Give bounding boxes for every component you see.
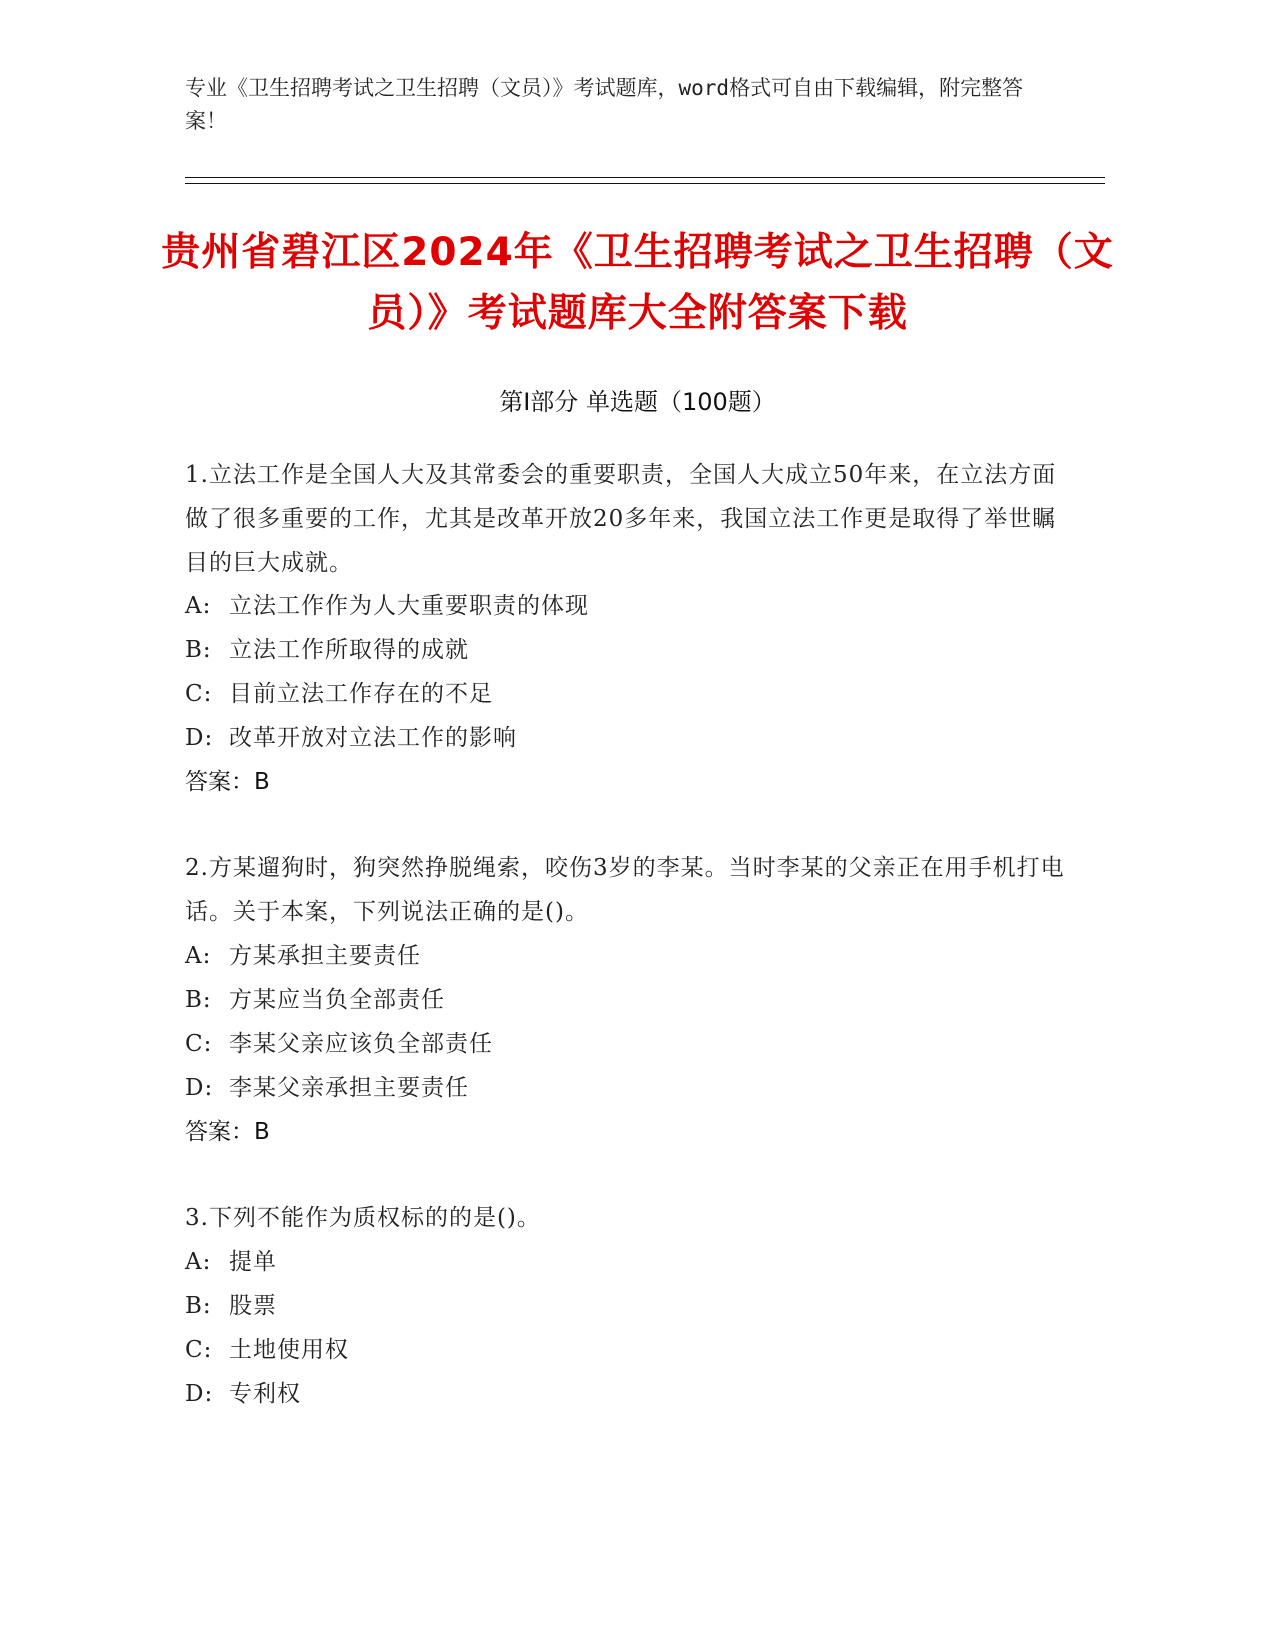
option-text: 立法工作作为人大重要职责的体现 [229,593,589,619]
option-text: 李某父亲承担主要责任 [229,1075,469,1101]
option-letter: D: [185,1381,214,1407]
option-text: 土地使用权 [229,1337,349,1363]
question-2-option-c [185,1022,493,1066]
option-text: 股票 [229,1293,277,1319]
option-letter: C: [185,681,213,707]
question-2-option-b [185,978,445,1022]
question-2-option-a [185,934,421,978]
option-letter: B: [185,987,212,1013]
option-letter: C: [185,1031,213,1057]
option-letter: A: [185,593,212,619]
question-1-stem: 1.立法工作是全国人大及其常委会的重要职责，全国人大成立50年来，在立法方面做了很多重要的工作，尤其是改革开放20多年来，我国立法工作更是取得了举世瞩目的巨大成就。 [185,462,1057,576]
option-letter: C: [185,1337,213,1363]
option-letter: B: [185,637,212,663]
question-1-option-d [185,716,517,760]
option-text: 专利权 [229,1381,301,1407]
option-letter: A: [185,943,212,969]
question-2-option-d [185,1066,469,1110]
option-text: 立法工作所取得的成就 [229,637,469,663]
question-2-stem: 2.方某遛狗时，狗突然挣脱绳索，咬伤3岁的李某。当时李某的父亲正在用手机打电话。关于本案，下列说法正确的是()。 [185,855,1065,925]
question-3-option-d [185,1372,301,1416]
question-1-answer: 答案：B [185,769,270,795]
header-note: 专业《卫生招聘考试之卫生招聘（文员）》考试题库，word格式可自由下载编辑，附完整答案！ [185,76,1024,133]
document-title: 贵州省碧江区2024年《卫生招聘考试之卫生招聘（文员）》考试题库大全附答案下载 [161,230,1114,336]
option-text: 李某父亲应该负全部责任 [229,1031,493,1057]
question-3-option-a [185,1240,277,1284]
question-2-answer: 答案：B [185,1119,270,1145]
option-text: 目前立法工作存在的不足 [229,681,493,707]
option-letter: D: [185,1075,214,1101]
section-title: 第Ⅰ部分 单选题（100题） [499,388,776,416]
option-letter: D: [185,725,214,751]
option-text: 方某承担主要责任 [229,943,421,969]
question-3-option-c [185,1328,349,1372]
question-3-option-b [185,1284,277,1328]
question-1-option-a [185,584,589,628]
question-1-option-c [185,672,493,716]
question-1-option-b [185,628,469,672]
option-letter: B: [185,1293,212,1319]
question-3-stem: 3.下列不能作为质权标的的是()。 [185,1205,541,1231]
header-divider-bottom [185,183,1105,184]
option-text: 方某应当负全部责任 [229,987,445,1013]
header-divider-top [185,177,1105,178]
option-text: 改革开放对立法工作的影响 [229,725,517,751]
option-letter: A: [185,1249,212,1275]
option-text: 提单 [229,1249,277,1275]
